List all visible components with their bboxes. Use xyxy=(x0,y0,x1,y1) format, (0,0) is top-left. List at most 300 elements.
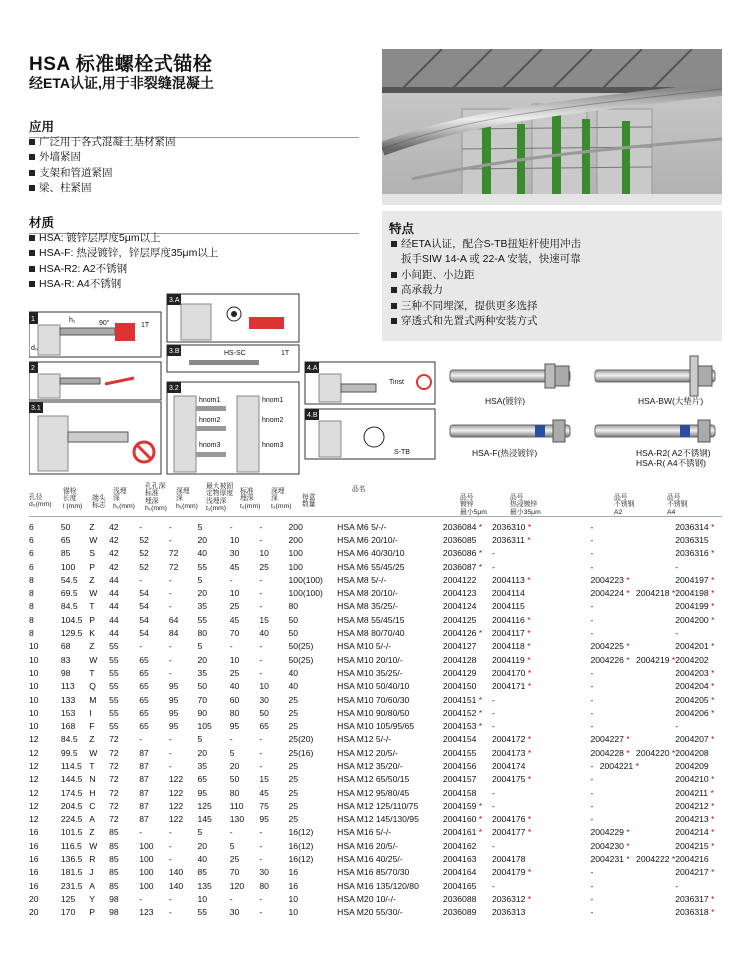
table-cell: HSA M10 35/25/- xyxy=(337,667,403,678)
table-cell: 122 xyxy=(168,774,184,785)
table-cell: 2004161 * xyxy=(442,827,483,838)
table-row xyxy=(29,640,729,653)
step2-label: 2 xyxy=(31,365,35,372)
table-cell: C xyxy=(89,800,96,811)
table-cell: P xyxy=(89,907,95,918)
table-cell: 72 xyxy=(109,760,119,771)
table-cell: 114.5 xyxy=(60,760,82,771)
table-cell: 72 xyxy=(109,747,119,758)
table-cell: 45 xyxy=(259,787,269,798)
header-hole-depth: 孔孔深 标准 埋深 h₁(mm) xyxy=(145,483,167,513)
table-cell: 10 xyxy=(197,893,208,904)
table-cell: 84.5 xyxy=(60,601,78,612)
table-cell: A xyxy=(89,880,95,891)
table-cell: 25 xyxy=(288,707,299,718)
table-cell: HSA M12 145/130/95 xyxy=(337,814,419,825)
table-cell: 44 xyxy=(109,574,119,585)
hnom3-b-label: hnom3 xyxy=(262,442,284,449)
table-cell: - xyxy=(259,667,263,678)
table-cell: - xyxy=(590,561,594,572)
table-cell: 2036315 xyxy=(675,534,709,545)
table-cell: 40 xyxy=(259,628,269,639)
table-cell: 20 xyxy=(29,893,39,904)
table-cell: 2004118 * xyxy=(492,641,531,652)
table-row xyxy=(29,706,729,719)
table-cell: Z xyxy=(89,574,95,585)
table-cell: 2004211 * xyxy=(675,787,714,798)
table-cell: 2004156 xyxy=(442,760,477,771)
table-row xyxy=(29,520,729,533)
hsa-r2-label: HSA-R2( A2不锈钢) xyxy=(636,448,711,458)
table-cell: HSA M6 5/-/- xyxy=(337,521,387,532)
table-cell: 85 xyxy=(109,827,119,838)
table-cell: J xyxy=(89,867,94,878)
header-code-a2: 品号 不锈钢 A2 xyxy=(614,494,635,516)
table-row xyxy=(29,560,729,573)
hnom1-b-label: hnom1 xyxy=(262,397,284,404)
step3a-label: 3.A xyxy=(169,297,180,304)
table-cell: 54.5 xyxy=(60,574,78,585)
table-cell: 65 xyxy=(139,681,149,692)
header-deep: 深埋 深 h₁(mm) xyxy=(176,488,198,510)
table-cell: - xyxy=(492,721,495,732)
table-cell: 2004163 xyxy=(442,854,477,865)
table-cell: 45 xyxy=(229,561,240,572)
list-item: 经ETA认证，配合S-TB扭矩杆使用冲击 扳手SIW 14-A 或 22-A 安装，快速可靠 xyxy=(391,237,581,268)
table-row xyxy=(29,733,729,746)
table-cell: 40 xyxy=(288,681,299,692)
hsa-f-label: HSA-F(热浸镀锌) xyxy=(472,448,538,458)
table-cell: 85 xyxy=(109,867,119,878)
table-cell: 140 xyxy=(168,880,184,891)
table-cell: 2004230 * xyxy=(590,840,630,851)
table-cell: 122 xyxy=(168,814,184,825)
table-cell: 20 xyxy=(197,588,208,599)
table-cell: 72 xyxy=(109,787,119,798)
table-cell: - xyxy=(168,534,172,545)
table-cell: 2004202 xyxy=(675,654,709,665)
table-cell: 2004214 * xyxy=(675,827,715,838)
table-cell: HSA M8 80/70/40 xyxy=(337,628,405,639)
table-cell: 68 xyxy=(60,641,71,652)
table-cell: 50(25) xyxy=(288,654,314,665)
table-cell: - xyxy=(229,734,233,745)
table-cell: - xyxy=(590,787,594,798)
table-cell: Q xyxy=(89,681,96,692)
table-cell: 16 xyxy=(288,867,299,878)
table-cell: 2004200 * xyxy=(675,614,715,625)
table-cell: 25 xyxy=(288,800,299,811)
table-cell: - xyxy=(168,760,172,771)
table-cell: 10 xyxy=(288,907,299,918)
table-cell: 25 xyxy=(288,694,299,705)
table-cell: 12 xyxy=(29,814,39,825)
table-cell: 10 xyxy=(229,588,240,599)
hero-photo xyxy=(382,49,722,205)
table-cell: - xyxy=(139,641,143,652)
table-cell: 12 xyxy=(29,760,39,771)
table-cell: - xyxy=(590,614,594,625)
header-shallow: 浅埋 深 h₁(mm) xyxy=(113,488,135,510)
table-cell: 16(12) xyxy=(288,827,314,838)
table-cell: 87 xyxy=(139,760,149,771)
table-cell: 2036318 * xyxy=(675,907,715,918)
table-cell: 55 xyxy=(197,907,208,918)
table-cell: 2004197 * xyxy=(675,574,715,585)
table-cell: - xyxy=(492,548,495,559)
table-cell: 35 xyxy=(197,760,208,771)
table-cell: 65 xyxy=(139,721,149,732)
table-cell: 8 xyxy=(29,601,34,612)
table-cell: 12 xyxy=(29,774,39,785)
table-cell: - xyxy=(590,628,594,639)
table-cell: 65 xyxy=(139,694,149,705)
table-cell: 2004129 xyxy=(442,667,477,678)
table-cell: 30 xyxy=(259,867,269,878)
table-cell: 145 xyxy=(197,814,212,825)
table-cell: Y xyxy=(89,893,95,904)
h1-label: h₁ xyxy=(69,317,76,324)
header-code-zn: 品号 镀锌 最小5μm xyxy=(460,494,487,516)
table-cell: 2036087 * xyxy=(442,561,483,572)
table-row xyxy=(29,759,729,772)
table-row xyxy=(29,533,729,546)
table-cell: 16 xyxy=(29,854,39,865)
table-cell: 2004208 xyxy=(675,747,709,758)
table-cell: 2004203 * xyxy=(675,667,715,678)
table-cell: HSA M20 10/-/- xyxy=(337,893,396,904)
table-cell: 44 xyxy=(109,614,119,625)
table-cell: - xyxy=(492,880,495,891)
table-cell: 95 xyxy=(168,681,179,692)
materials-list xyxy=(29,231,218,293)
list-item: 穿透式和先置式两种安装方式 xyxy=(391,314,581,329)
table-cell: 2004224 * 2004218 * xyxy=(590,588,676,599)
table-cell: 129.5 xyxy=(60,628,83,639)
table-cell: 2004212 * xyxy=(675,800,715,811)
table-cell: 72 xyxy=(109,774,119,785)
table-cell: 2004119 * xyxy=(492,654,531,665)
table-cell: 170 xyxy=(60,907,76,918)
table-cell: 2036317 * xyxy=(675,893,715,904)
table-cell: - xyxy=(590,548,594,559)
table-cell: 2036312 * xyxy=(492,893,532,904)
table-cell: - xyxy=(259,734,263,745)
table-cell: 70 xyxy=(229,628,240,639)
table-cell: - xyxy=(492,840,495,851)
d0-label: d₀ xyxy=(31,345,38,352)
table-cell: 8 xyxy=(29,588,34,599)
table-cell: HSA M10 5/-/- xyxy=(337,641,392,652)
table-cell: - xyxy=(492,787,495,798)
list-item: 外墙紧固 xyxy=(29,150,176,165)
table-cell: 2036088 xyxy=(442,893,477,904)
table-cell: 2004177 * xyxy=(492,827,532,838)
table-cell: - xyxy=(168,747,172,758)
table-cell: 12 xyxy=(29,800,39,811)
table-cell: - xyxy=(168,574,172,585)
list-item: 广泛用于各式混凝土基材紧固 xyxy=(29,135,176,150)
table-cell: HSA M6 20/10/- xyxy=(337,534,398,545)
table-cell: 25 xyxy=(259,561,269,572)
table-cell: 2004176 * xyxy=(492,814,532,825)
table-cell: 116.5 xyxy=(60,840,82,851)
table-cell: 123 xyxy=(139,907,154,918)
table-cell: - xyxy=(168,893,172,904)
table-row xyxy=(29,746,729,759)
table-cell: 101.5 xyxy=(60,827,83,838)
header-anchor-len: 锚栓 长度 l (mm) xyxy=(63,488,83,510)
table-cell: - xyxy=(590,893,594,904)
application-heading: 应用 xyxy=(29,117,359,138)
table-cell: 16 xyxy=(29,827,39,838)
table-cell: 125 xyxy=(197,800,212,811)
table-cell: - xyxy=(590,800,594,811)
table-cell: 120 xyxy=(229,880,245,891)
table-cell: 72 xyxy=(109,800,119,811)
table-cell: 50 xyxy=(197,681,208,692)
table-cell: HSA M6 55/45/25 xyxy=(337,561,405,572)
installation-diagrams xyxy=(29,292,441,477)
table-cell: 2004125 xyxy=(442,614,477,625)
table-cell: 10 xyxy=(29,694,39,705)
table-cell: 85 xyxy=(197,867,208,878)
table-cell: 2004116 * xyxy=(492,614,531,625)
table-cell: 104.5 xyxy=(60,614,83,625)
table-cell: 12 xyxy=(29,787,39,798)
table-cell: 25 xyxy=(288,721,299,732)
t2-label: 1T xyxy=(281,350,290,357)
table-cell: 52 xyxy=(139,548,149,559)
table-cell: - xyxy=(259,760,263,771)
table-cell: - xyxy=(229,521,233,532)
table-cell: - xyxy=(229,827,233,838)
table-cell: 10 xyxy=(259,548,269,559)
table-cell: 2004170 * xyxy=(492,667,532,678)
table-row xyxy=(29,586,729,599)
header-head-mark: 端头 标志 xyxy=(92,495,106,510)
table-cell: W xyxy=(89,747,98,758)
table-cell: 25 xyxy=(288,787,299,798)
table-cell: - xyxy=(168,667,172,678)
table-cell: 144.5 xyxy=(60,774,83,785)
table-cell: 2004113 * xyxy=(492,574,531,585)
table-cell: 72 xyxy=(168,548,179,559)
table-cell: 2004199 * xyxy=(675,601,715,612)
hs-sc-label: HS-SC xyxy=(224,350,246,357)
header-pack: 每盒 数量 xyxy=(302,494,316,509)
table-cell: 2036310 * xyxy=(492,521,532,532)
table-cell: 44 xyxy=(109,601,119,612)
table-cell: 231.5 xyxy=(60,880,83,891)
table-cell: 2004215 * xyxy=(675,840,715,851)
hnom2-label: hnom2 xyxy=(199,417,221,424)
table-cell: - xyxy=(590,774,594,785)
header-deep-fix: 深埋 深 t₃(mm) xyxy=(271,488,292,510)
table-cell: T xyxy=(89,760,95,771)
table-cell: - xyxy=(259,601,263,612)
table-cell: - xyxy=(259,654,263,665)
table-cell: - xyxy=(590,667,594,678)
table-cell: 98 xyxy=(109,907,119,918)
table-cell: F xyxy=(89,721,95,732)
table-cell: 130 xyxy=(229,814,245,825)
table-row xyxy=(29,693,729,706)
table-cell: 40 xyxy=(229,681,240,692)
table-cell: 42 xyxy=(109,561,119,572)
table-cell: 25 xyxy=(229,667,240,678)
hsa-label: HSA(镀锌) xyxy=(485,396,526,406)
table-cell: 40 xyxy=(197,548,208,559)
table-cell: 2036084 * xyxy=(442,521,483,532)
table-row xyxy=(29,892,729,905)
table-cell: 16(12) xyxy=(288,840,314,851)
header-name: 品名 xyxy=(352,486,366,493)
table-cell: - xyxy=(675,561,679,572)
table-cell: 100 xyxy=(139,840,154,851)
table-cell: 25 xyxy=(288,814,299,825)
table-cell: - xyxy=(675,721,679,732)
table-cell: - xyxy=(259,574,263,585)
list-item: HSA-R2: A2不锈钢 xyxy=(29,262,218,277)
table-cell: - xyxy=(590,907,594,918)
table-cell: - xyxy=(168,654,172,665)
table-cell: Z xyxy=(89,521,95,532)
table-cell: HSA M10 90/80/50 xyxy=(337,707,410,718)
step1-label: 1 xyxy=(31,316,35,323)
hnom3-label: hnom3 xyxy=(199,442,221,449)
table-cell: 2004123 xyxy=(442,588,477,599)
table-cell: 2004127 xyxy=(442,641,477,652)
table-cell: 2004155 xyxy=(442,747,477,758)
table-cell: 10 xyxy=(29,681,39,692)
table-cell: 65 xyxy=(139,667,149,678)
table-cell: 99.5 xyxy=(60,747,78,758)
table-cell: 2004225 * xyxy=(590,641,630,652)
table-cell: 2004115 xyxy=(492,601,525,612)
table-cell: 16(12) xyxy=(288,854,314,865)
table-cell: 2036089 xyxy=(442,907,477,918)
table-cell: 16 xyxy=(288,880,299,891)
table-cell: 55 xyxy=(109,721,119,732)
table-cell: 5 xyxy=(229,747,235,758)
table-cell: 2004201 * xyxy=(675,641,715,652)
table-cell: R xyxy=(89,854,96,865)
table-cell: 87 xyxy=(139,747,149,758)
table-cell: - xyxy=(168,907,172,918)
table-cell: - xyxy=(259,907,263,918)
table-cell: 44 xyxy=(109,588,119,599)
table-cell: HSA M10 20/10/- xyxy=(337,654,403,665)
hsa-bw-label: HSA-BW(大垫片) xyxy=(638,396,704,406)
table-cell: 2004223 * xyxy=(590,574,630,585)
table-cell: 2004164 xyxy=(442,867,477,878)
table-cell: HSA M16 20/5/- xyxy=(337,840,398,851)
table-cell: HSA M8 20/10/- xyxy=(337,588,398,599)
table-cell: HSA M10 105/95/65 xyxy=(337,721,415,732)
table-cell: - xyxy=(229,893,233,904)
step3-2-label: 3.2 xyxy=(169,385,179,392)
page-subtitle: 经ETA认证,用于非裂缝混凝土 xyxy=(29,75,214,91)
step4a-label: 4.A xyxy=(307,365,318,372)
table-cell: 6 xyxy=(29,548,34,559)
table-cell: - xyxy=(590,814,594,825)
table-cell: 100 xyxy=(288,548,303,559)
table-cell: 135 xyxy=(197,880,212,891)
table-cell: 25 xyxy=(229,854,240,865)
table-cell: 10 xyxy=(259,681,269,692)
table-cell: 100 xyxy=(139,854,154,865)
table-cell: 133 xyxy=(60,694,76,705)
table-cell: - xyxy=(139,734,143,745)
table-cell: - xyxy=(259,840,263,851)
table-cell: 105 xyxy=(197,721,212,732)
table-cell: - xyxy=(168,827,172,838)
table-cell: 40 xyxy=(288,667,299,678)
table-cell: 200 xyxy=(288,521,303,532)
table-cell: - xyxy=(139,893,143,904)
table-cell: HSA M16 5/-/- xyxy=(337,827,392,838)
table-cell: 54 xyxy=(139,628,149,639)
table-cell: 2004150 xyxy=(442,681,477,692)
table-cell: 42 xyxy=(109,548,119,559)
table-row xyxy=(29,680,729,693)
table-cell: HSA M12 125/110/75 xyxy=(337,800,419,811)
table-row xyxy=(29,653,729,666)
table-cell: 95 xyxy=(168,694,179,705)
table-cell: 2004205 * xyxy=(675,694,715,705)
table-cell: 8 xyxy=(29,628,34,639)
table-cell: 2004171 * xyxy=(492,681,532,692)
list-item: 三种不同埋深，提供更多选择 xyxy=(391,299,581,314)
table-row xyxy=(29,799,729,812)
table-cell: HSA M12 35/20/- xyxy=(337,760,403,771)
table-cell: 2004228 * 2004220 * xyxy=(590,747,676,758)
table-cell: 15 xyxy=(259,774,269,785)
table-cell: 55 xyxy=(109,654,119,665)
table-cell: - xyxy=(168,854,172,865)
table-cell: HSA M12 5/-/- xyxy=(337,734,392,745)
table-cell: 80 xyxy=(197,628,208,639)
table-cell: 80 xyxy=(229,787,240,798)
table-cell: 2036086 * xyxy=(442,548,483,559)
table-cell: 55 xyxy=(197,561,208,572)
header-code-a4: 品号 不锈钢 A4 xyxy=(667,494,688,516)
table-cell: 125 xyxy=(60,893,76,904)
table-cell: 2004122 xyxy=(442,574,477,585)
table-row xyxy=(29,773,729,786)
table-cell: - xyxy=(590,721,594,732)
table-cell: 2004153 * xyxy=(442,721,483,732)
table-row xyxy=(29,573,729,586)
table-cell: 75 xyxy=(259,800,269,811)
table-cell: H xyxy=(89,787,96,798)
table-cell: 2004124 xyxy=(442,601,477,612)
table-cell: - xyxy=(492,800,495,811)
table-cell: A xyxy=(89,814,95,825)
table-row xyxy=(29,613,729,626)
table-cell: 72 xyxy=(109,734,119,745)
list-item: HSA-F: 热浸镀锌，锌层厚度35μm以上 xyxy=(29,246,218,261)
table-cell: 12 xyxy=(29,747,39,758)
header-code-f: 品号 热浸镀锌 最小35μm xyxy=(510,494,541,516)
table-cell: 65 xyxy=(139,654,149,665)
table-cell: 12 xyxy=(29,734,39,745)
table-cell: 35 xyxy=(197,601,208,612)
table-cell: - xyxy=(590,707,594,718)
table-row xyxy=(29,826,729,839)
table-cell: 6 xyxy=(29,521,34,532)
